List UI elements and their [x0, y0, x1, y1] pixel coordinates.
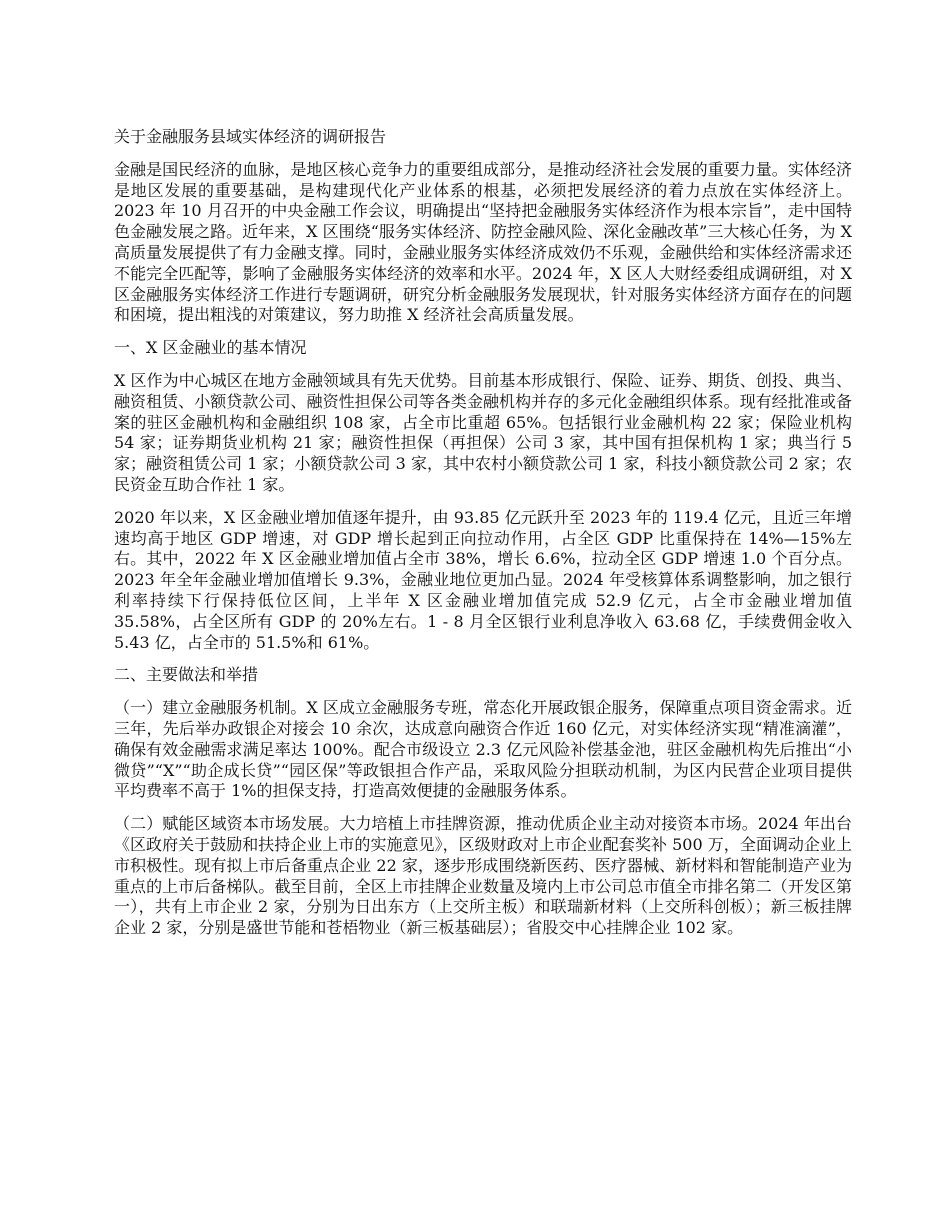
document-title: 关于金融服务县域实体经济的调研报告: [114, 127, 387, 146]
intro-paragraph: 金融是国民经济的血脉，是地区核心竞争力的重要组成部分，是推动经济社会发展的重要力量。实体经济是地区发展的重要基础，是构建现代化产业体系的根基，必须把发展经济的着力点放在实体经济上。2023 年 10 月召开的中央金融工作会议，明确提出“坚持把金融服务实体经济作为根本宗旨”，走中国特色金融发展之路。近年来，X 区围绕“服务实体经济、防控金融风险、深化金融改革”三大核心任务，为 X 高质量发展提供了有力金融支撑。同时，金融业服务实体经济成效仍不乐观，金融供给和实体经济需求还不能完全匹配等，影响了金融服务实体经济的效率和水平。2024 年，X 区人大财经委组成调研组，对 X 区金融服务实体经济工作进行专题调研，研究分析金融服务发展现状，针对服务实体经济方面存在的问题和困境，提出粗浅的对策建议，努力助推 X 经济社会高质量发展。: [114, 159, 852, 325]
document-page: [114, 127, 852, 951]
section1-paragraph-1: X 区作为中心城区在地方金融领域具有先天优势。目前基本形成银行、保险、证券、期货、创投、典当、融资租赁、小额贷款公司、融资性担保公司等各类金融机构并存的多元化金融组织体系。现有经批准或备案的驻区金融机构和金融组织 108 家，占全市比重超 65%。包括银行业金融机构 22 家；保险业机构 54 家；证券期货业机构 21 家；融资性担保（再担保）公司 3 家，其中国有担保机构 1 家；典当行 5 家；融资租赁公司 1 家；小额贷款公司 3 家，其中农村小额贷款公司 1 家，科技小额贷款公司 2 家；农民资金互助合作社 1 家。: [114, 370, 852, 494]
section-heading-2: 二、主要做法和举措: [114, 665, 259, 685]
section2-paragraph-2: （二）赋能区域资本市场发展。大力培植上市挂牌资源，推动优质企业主动对接资本市场。2024 年出台《区政府关于鼓励和扶持企业上市的实施意见》，区级财政对上市企业配套奖补 500 万，全面调动企业上市积极性。现有拟上市后备重点企业 22 家，逐步形成围绕新医药、医疗器械、新材料和智能制造产业为重点的上市后备梯队。截至目前，全区上市挂牌企业数量及境内上市公司总市值全市排名第二（开发区第一），共有上市企业 2 家，分别为日出东方（上交所主板）和联瑞新材料（上交所科创板）；新三板挂牌企业 2 家，分别是盛世节能和苍梧物业（新三板基础层）；省股交中心挂牌企业 102 家。: [114, 814, 852, 938]
section-heading-1: 一、X 区金融业的基本情况: [114, 338, 307, 358]
section2-paragraph-1: （一）建立金融服务机制。X 区成立金融服务专班，常态化开展政银企服务，保障重点项目资金需求。近三年，先后举办政银企对接会 10 余次，达成意向融资合作近 160 亿元，对实体经济实现“精准滴灌”，确保有效金融需求满足率达 100%。配合市级设立 2.3 亿元风险补偿基金池，驻区金融机构先后推出“小微贷”“X”“助企成长贷”“园区保”等政银担合作产品，采取风险分担联动机制，为区内民营企业项目提供平均费率不高于 1%的担保支持，打造高效便捷的金融服务体系。: [114, 698, 852, 801]
section1-paragraph-2: 2020 年以来，X 区金融业增加值逐年提升，由 93.85 亿元跃升至 2023 年的 119.4 亿元，且近三年增速均高于地区 GDP 增速，对 GDP 增长起到正向拉动作用，占全区 GDP 比重保持在 14%—15%左右。其中，2022 年 X 区金融业增加值占全市 38%，增长 6.6%，拉动全区 GDP 增速 1.0 个百分点。2023 年全年金融业增加值增长 9.3%，金融业地位更加凸显。2024 年受核算体系调整影响，加之银行利率持续下行保持低位区间，上半年 X 区金融业增加值完成 52.9 亿元，占全市金融业增加值 35.58%，占全区所有 GDP 的 20%左右。1 - 8 月全区银行业利息净收入 63.68 亿，手续费佣金收入 5.43 亿，占全市的 51.5%和 61%。: [114, 507, 852, 652]
